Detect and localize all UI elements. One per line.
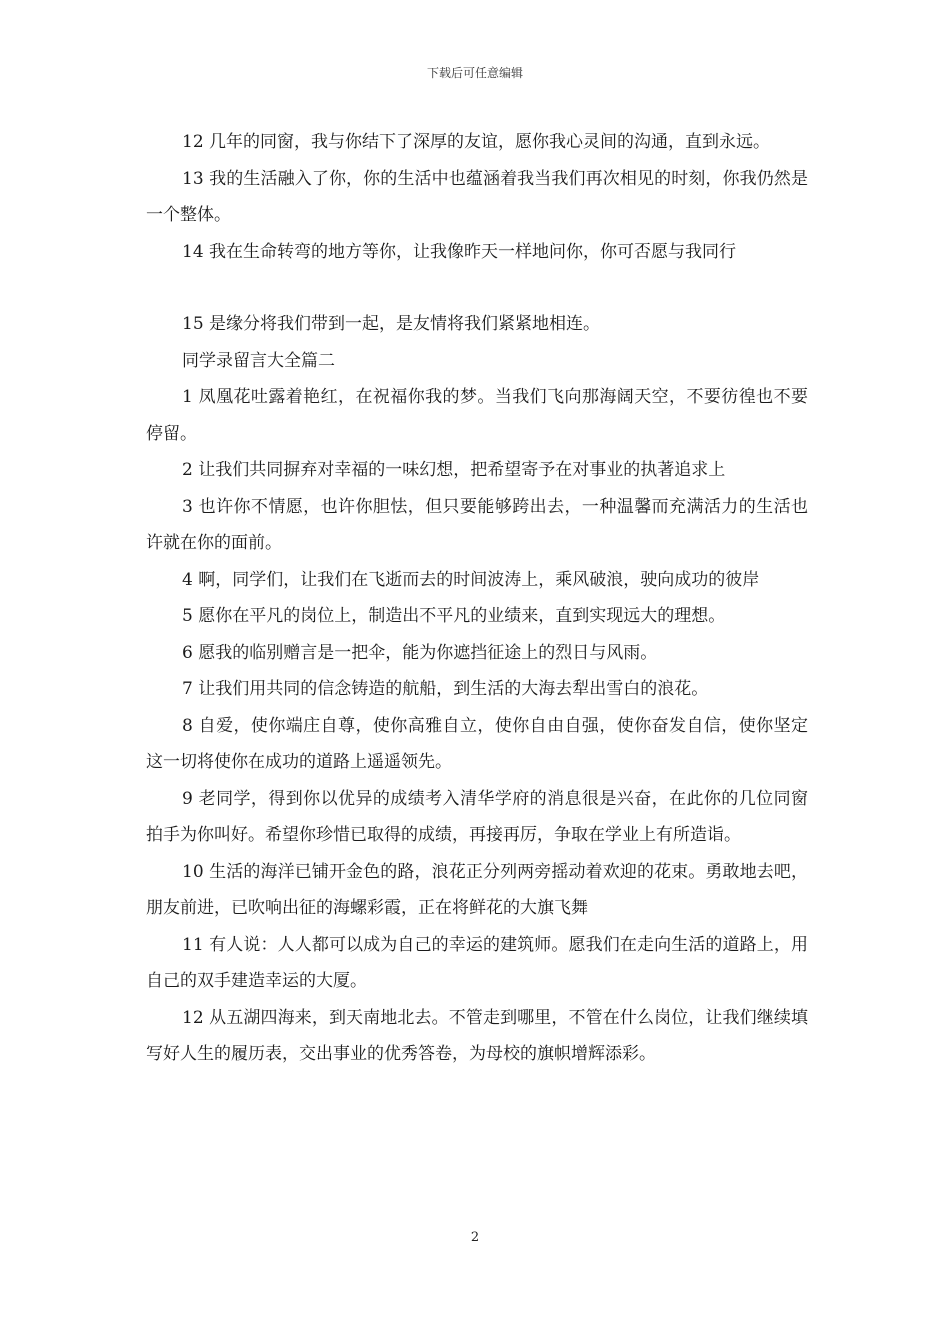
paragraph-14: 10 生活的海洋已铺开金色的路，浪花正分列两旁摇动着欢迎的花束。勇敢地去吧，朋友前进，已吹响出征的海螺彩霞，正在将鲜花的大旗飞舞 — [146, 861, 808, 918]
paragraph-10: 6 愿我的临别赠言是一把伞，能为你遮挡征途上的烈日与风雨。 — [182, 642, 658, 663]
blank-line — [146, 270, 808, 306]
page-header: 下载后可任意编辑 — [426, 66, 523, 80]
section-title: 同学录留言大全篇二 — [182, 350, 335, 371]
paragraph-8: 4 啊，同学们，让我们在飞逝而去的时间波涛上，乘风破浪，驶向成功的彼岸 — [182, 569, 760, 590]
paragraph-1: 12 几年的同窗，我与你结下了深厚的友谊，愿你我心灵间的沟通，直到永远。 — [182, 132, 771, 152]
paragraph-16: 12 从五湖四海来，到天南地北去。不管走到哪里，不管在什么岗位，让我们继续填写好人生的履历表，交出事业的优秀答卷，为母校的旗帜增辉添彩。 — [146, 1007, 808, 1064]
paragraph-13: 9 老同学，得到你以优异的成绩考入清华学府的消息很是兴奋，在此你的几位同窗拍手为你叫好。希望你珍惜已取得的成绩，再接再厉，争取在学业上有所造诣。 — [146, 788, 808, 845]
page-number: 2 — [470, 1230, 480, 1245]
paragraph-7: 3 也许你不情愿，也许你胆怯，但只要能够跨出去，一种温馨而充满活力的生活也许就在你的面前。 — [146, 496, 808, 553]
paragraph-9: 5 愿你在平凡的岗位上，制造出不平凡的业绩来，直到实现远大的理想。 — [182, 606, 726, 626]
document-body — [146, 124, 808, 1073]
paragraph-3: 14 我在生命转弯的地方等你，让我像昨天一样地问你，你可否愿与我同行 — [182, 241, 737, 262]
paragraph-2: 13 我的生活融入了你，你的生活中也蕴涵着我当我们再次相见的时刻，你我仍然是一个整体。 — [146, 168, 808, 225]
paragraph-12: 8 自爱，使你端庄自尊，使你高雅自立，使你自由自强，使你奋发自信，使你坚定这一切将使你在成功的道路上遥遥领先。 — [146, 715, 808, 772]
paragraph-4: 15 是缘分将我们带到一起，是友情将我们紧紧地相连。 — [182, 314, 601, 334]
paragraph-5: 1 凤凰花吐露着艳红，在祝福你我的梦。当我们飞向那海阔天空，不要彷徨也不要停留。 — [146, 387, 808, 444]
paragraph-6: 2 让我们共同摒弃对幸福的一味幻想，把希望寄予在对事业的执著追求上 — [182, 460, 726, 480]
paragraph-11: 7 让我们用共同的信念铸造的航船，到生活的大海去犁出雪白的浪花。 — [182, 679, 709, 699]
paragraph-15: 11 有人说：人人都可以成为自己的幸运的建筑师。愿我们在走向生活的道路上，用自己的双手建造幸运的大厦。 — [146, 934, 808, 991]
